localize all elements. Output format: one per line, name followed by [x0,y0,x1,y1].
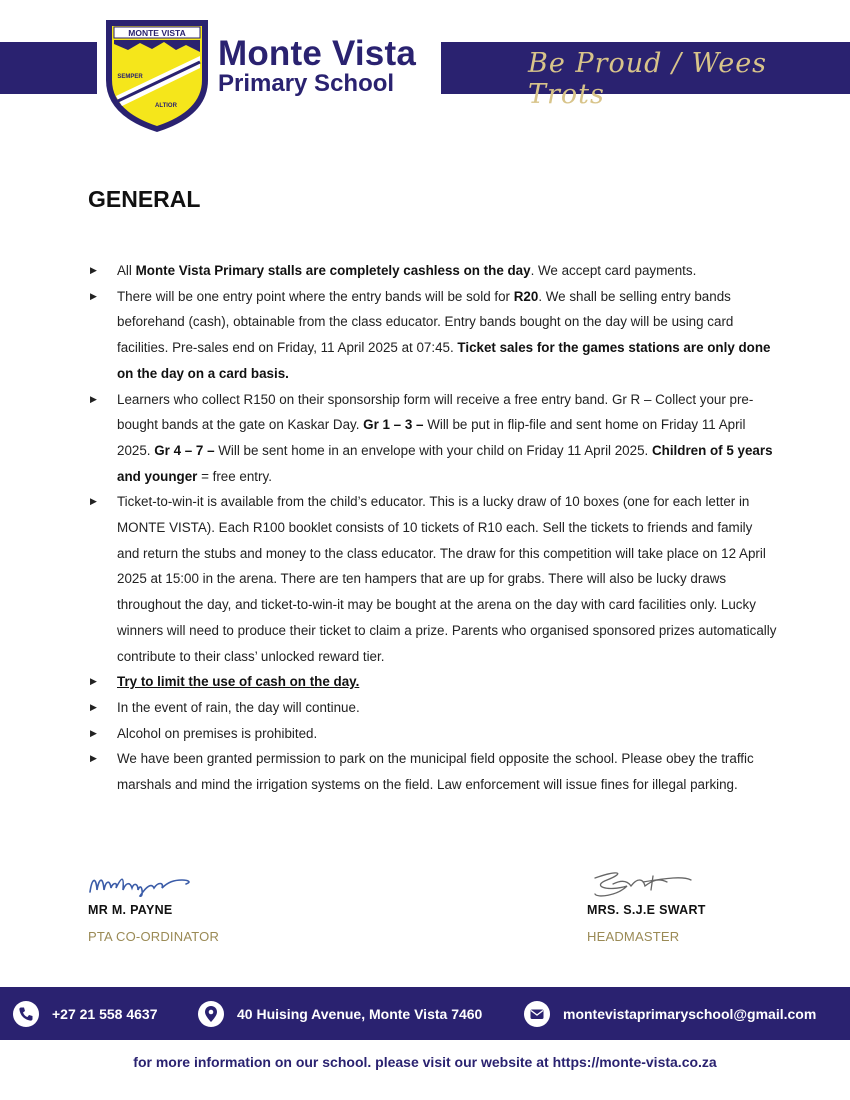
bullet-text: Will be sent home in an envelope with your child on Friday 11 April 2025. [214,442,652,458]
crest-left-text: SEMPER [117,74,143,80]
bullet-bold-text: Ticket sales for the games stations are only done on the day on a card basis. [117,340,771,381]
page-title: GENERAL [88,186,201,212]
bullet-item [88,284,778,387]
footer-email-text: montevistaprimaryschool@gmail.com [563,1006,817,1022]
bullet-item [88,746,778,797]
bullet-item [88,258,778,284]
header-band-left [0,42,97,94]
bullet-text: = free entry. [197,468,272,484]
footer-address-text: 40 Huising Avenue, Monte Vista 7460 [237,1006,483,1022]
bullet-arrow-icon: ▶ [90,676,97,687]
bullet-arrow-icon: ▶ [90,727,97,738]
crest-right-text: ALTIOR [155,103,177,109]
school-name-line1: Monte Vista [218,34,416,73]
contact-footer-bar [0,987,850,1040]
bullet-bold-text: R20 [513,288,539,304]
bullet-arrow-icon: ▶ [90,496,97,507]
footer-phone-text: +27 21 558 4637 [52,1006,158,1022]
bullet-bold-text: Monte Vista Primary stalls are completely cashless on the day [135,263,531,278]
bullet-text: All [117,263,136,278]
bullet-text: Alcohol on premises is prohibited. [117,725,318,741]
footer-email[interactable] [524,1001,816,1027]
general-info-list [88,258,778,798]
crest-banner-text: MONTE VISTA [128,28,186,38]
phone-icon [13,1001,39,1027]
bullet-text: In the event of rain, the day will continue. [117,699,360,715]
bullet-arrow-icon: ▶ [90,393,97,404]
bullet-text: . We shall be selling entry bands beforehand (cash), obtainable from the class educator. Entry bands bought on the day will be using card facilities. Pre-sales end on Friday, 11 April 2025 at 07:45. [117,288,734,356]
bullet-item [88,387,778,490]
bullet-text: . We accept card payments. [530,263,697,278]
bullet-bold-text: Gr 4 – 7 – [154,442,215,458]
bullet-item [88,489,778,669]
bullet-text: There will be one entry point where the entry bands will be sold for [117,288,514,304]
signatory-name-right: MRS. S.J.E SWART [587,903,706,917]
bullet-bold-text: Gr 1 – 3 – [363,417,424,433]
footer-phone[interactable] [13,1001,158,1027]
signature-sje-swart [587,868,697,898]
bullet-arrow-icon: ▶ [90,701,97,712]
signatory-name-left: MR M. PAYNE [88,903,173,917]
bullet-text: Will be put in flip-file and sent home on Friday 11 April 2025. [117,417,746,458]
bullet-arrow-icon: ▶ [90,753,97,764]
location-pin-icon [198,1001,224,1027]
bullet-text: We have been granted permission to park on the municipal field opposite the school. Please obey the traffic marshals and mind the irrigation systems on the field. Law enforcement will issue fines for illegal parking. [117,751,754,793]
bullet-item [88,721,778,747]
bullet-text: Ticket-to-win-it is available from the child’s educator. This is a lucky draw of 10 boxes (one for each letter in MONTE VISTA). Each R100 booklet consists of 10 tickets of R10 each. Sell the tickets to friends and family and return the stubs and money to the class educator. The draw for this competition will take place on 12 April 2025 at 15:00 in the arena. There are ten hampers that are up for grabs. There will also be lucky draws throughout the day, and ticket-to-win-it may be bought at the arena on the day with card facilities only. Lucky winners will need to produce their ticket to claim a prize. Parents who organised sponsored prizes automatically contribute to their class’ unlocked reward tier. [117,494,777,664]
school-crest-logo [104,18,210,134]
school-motto: Be Proud / Wees Trots [528,48,768,110]
bullet-bold-text: Children of 5 years and younger [117,442,773,484]
bullet-arrow-icon: ▶ [90,265,97,275]
bullet-text: Learners who collect R150 on their sponsorship form will receive a free entry band. Gr R – Collect your pre-bought bands at the gate on Kaskar Day. [117,391,754,433]
signature-block-left [88,868,219,944]
signature-mpayne [88,868,198,898]
school-name-line2: Primary School [218,70,395,97]
bullet-item [88,695,778,721]
signature-block-right [587,868,706,944]
bullet-item [88,669,778,695]
school-name [218,36,416,96]
bullet-arrow-icon: ▶ [90,290,97,301]
footer-address[interactable] [198,1001,482,1027]
website-note[interactable]: for more information on our school. please visit our website at https://monte-vista.co.za [133,1054,717,1070]
envelope-icon [524,1001,550,1027]
signatory-role-right: HEADMASTER [587,929,680,944]
bullet-underlined-text: Try to limit the use of cash on the day. [117,674,360,690]
signatory-role-left: PTA CO-ORDINATOR [88,929,220,944]
